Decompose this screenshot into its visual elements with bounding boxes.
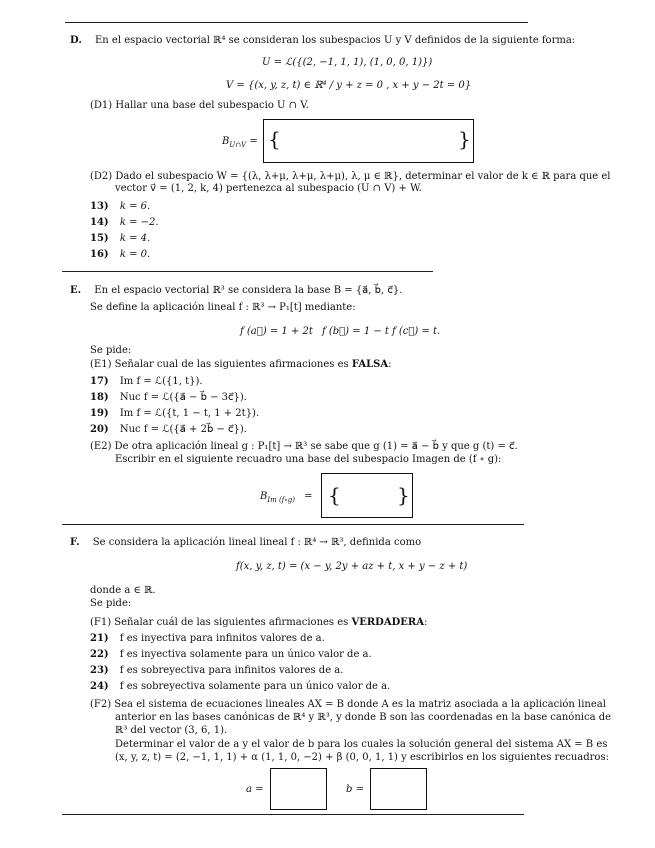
answer-box-d1[interactable] bbox=[263, 119, 474, 163]
option-13[interactable] bbox=[90, 201, 150, 213]
section-d bbox=[70, 35, 575, 47]
question-d2-line2: vector v⃗ = (1, 2, k, 4) pertenezca al subespacio (U ∩ V) + W. bbox=[115, 183, 422, 194]
equation-u: U = ℒ({(2, −1, 1, 1), (1, 0, 0, 1)}) bbox=[262, 57, 433, 68]
question-e1-prefix: (E1) Señalar cual de las siguientes afirmaciones es bbox=[90, 359, 349, 370]
se-pide-e: Se pide: bbox=[90, 345, 132, 356]
basis-symbol: B bbox=[260, 491, 268, 502]
basis-equals: = bbox=[304, 491, 313, 502]
option-text: Nuc f = ℒ({a⃗ + 2b⃗ − c⃗}). bbox=[119, 424, 247, 435]
option-24[interactable] bbox=[90, 681, 390, 693]
option-text: k = −2. bbox=[119, 217, 159, 228]
bottom-rule bbox=[62, 814, 524, 815]
option-number: 18) bbox=[90, 392, 109, 403]
equation-f: f(x, y, z, t) = (x − y, 2y + az + t, x + y − z + t) bbox=[236, 561, 468, 572]
basis-label-e2 bbox=[260, 491, 313, 506]
option-text: f es inyectiva para infinitos valores de a. bbox=[119, 633, 325, 644]
answer-box-a[interactable] bbox=[270, 768, 327, 810]
option-22[interactable] bbox=[90, 649, 372, 661]
option-18[interactable] bbox=[90, 392, 247, 404]
option-23[interactable] bbox=[90, 665, 343, 677]
option-20[interactable] bbox=[90, 424, 247, 436]
option-text: f es inyectiva solamente para un único valor de a. bbox=[119, 649, 372, 660]
section-d-intro: En el espacio vectorial ℝ⁴ se consideran los subespacios U y V definidos de la siguiente forma: bbox=[94, 35, 576, 46]
section-f-intro: Se considera la aplicación lineal lineal f : ℝ⁴ → ℝ³, definida como bbox=[92, 537, 422, 548]
basis-equals: = bbox=[249, 136, 258, 147]
option-number: 17) bbox=[90, 376, 109, 387]
section-e bbox=[70, 285, 402, 297]
a-label: a = bbox=[246, 784, 264, 795]
option-number: 23) bbox=[90, 665, 109, 676]
section-f bbox=[70, 537, 421, 549]
option-text: f es sobreyectiva solamente para un único valor de a. bbox=[119, 681, 391, 692]
question-f1-prefix: (F1) Señalar cuál de las siguientes afirmaciones es bbox=[90, 617, 349, 628]
option-15[interactable] bbox=[90, 233, 150, 245]
question-e1 bbox=[90, 359, 392, 371]
brace-close-d1: } bbox=[458, 127, 471, 151]
question-f2-line1: (F2) Sea el sistema de ecuaciones lineales AX = B donde A es la matriz asociada a la aplicación lineal bbox=[90, 699, 606, 710]
brace-open-e2: { bbox=[328, 483, 341, 507]
option-number: 24) bbox=[90, 681, 109, 692]
top-rule bbox=[65, 22, 528, 23]
se-pide-f: Se pide: bbox=[90, 598, 132, 609]
option-number: 22) bbox=[90, 649, 109, 660]
option-text: Nuc f = ℒ({a⃗ − b⃗ − 3c⃗}). bbox=[119, 392, 247, 403]
question-e2-line1: (E2) De otra aplicación lineal g : P₁[t] → ℝ³ se sabe que g (1) = a⃗ − b⃗ y que g (t) = c⃗. bbox=[90, 441, 518, 452]
option-number: 13) bbox=[90, 201, 109, 212]
basis-subscript: Im (f∘g) bbox=[267, 496, 295, 504]
option-text: f es sobreyectiva para infinitos valores de a. bbox=[119, 665, 344, 676]
option-number: 21) bbox=[90, 633, 109, 644]
question-e2-line2: Escribir en el siguiente recuadro una base del subespacio Imagen de (f ∘ g): bbox=[115, 454, 502, 465]
section-f-label: F. bbox=[70, 537, 80, 548]
basis-subscript: U∩V bbox=[229, 141, 247, 149]
section-e-label: E. bbox=[70, 285, 82, 296]
option-text: Im f = ℒ({1, t}). bbox=[119, 376, 203, 387]
question-f2-line4: Determinar el valor de a y el valor de b para los cuales la solución general del sistema AX = B es bbox=[115, 739, 608, 750]
option-number: 16) bbox=[90, 249, 109, 260]
option-17[interactable] bbox=[90, 376, 203, 388]
question-f1-emphasis: VERDADERA bbox=[351, 617, 424, 628]
option-number: 14) bbox=[90, 217, 109, 228]
option-text: k = 0. bbox=[119, 249, 151, 260]
basis-label-d1 bbox=[222, 136, 258, 151]
option-21[interactable] bbox=[90, 633, 325, 645]
equation-fb: f (b⃗) = 1 − t bbox=[322, 326, 389, 337]
answer-box-b[interactable] bbox=[370, 768, 427, 810]
option-14[interactable] bbox=[90, 217, 159, 229]
brace-close-e2: } bbox=[397, 483, 410, 507]
question-f2-line3: ℝ³ del vector (3, 6, 1). bbox=[115, 725, 228, 736]
question-e1-suffix: : bbox=[388, 359, 392, 370]
option-19[interactable] bbox=[90, 408, 259, 420]
option-text: k = 6. bbox=[119, 201, 151, 212]
section-e-intro: En el espacio vectorial ℝ³ se considera la base B = {a⃗, b⃗, c⃗}. bbox=[94, 285, 403, 296]
equation-fa: f (a⃗) = 1 + 2t bbox=[240, 326, 313, 337]
equation-v: V = {(x, y, z, t) ∈ ℝ⁴ / y + z = 0 , x + y − 2t = 0} bbox=[226, 80, 472, 91]
option-16[interactable] bbox=[90, 249, 150, 261]
b-label: b = bbox=[346, 784, 364, 795]
basis-symbol: B bbox=[222, 136, 230, 147]
option-number: 20) bbox=[90, 424, 109, 435]
equation-fc: f (c⃗) = t. bbox=[392, 326, 441, 337]
question-d1: (D1) Hallar una base del subespacio U ∩ V. bbox=[90, 100, 309, 111]
question-f1 bbox=[90, 617, 427, 629]
divider-e-f bbox=[62, 524, 524, 525]
divider-d-e bbox=[62, 271, 433, 272]
option-number: 15) bbox=[90, 233, 109, 244]
brace-open-d1: { bbox=[268, 127, 281, 151]
section-e-line2: Se define la aplicación lineal f : ℝ³ → P₁[t] mediante: bbox=[90, 302, 356, 313]
option-number: 19) bbox=[90, 408, 109, 419]
option-text: k = 4. bbox=[119, 233, 151, 244]
question-f2-line2: anterior en las bases canónicas de ℝ⁴ y ℝ³, y donde B son las coordenadas en la base canónica de bbox=[115, 712, 612, 723]
question-f1-suffix: : bbox=[423, 617, 428, 628]
question-e1-emphasis: FALSA bbox=[351, 359, 389, 370]
question-d2-line1: (D2) Dado el subespacio W = {(λ, λ+μ, λ+μ, λ+μ), λ, μ ∈ ℝ}, determinar el valor de k ∈ ℝ para que el bbox=[90, 171, 611, 182]
donde-line: donde a ∈ ℝ. bbox=[90, 585, 156, 596]
section-d-label: D. bbox=[70, 35, 82, 46]
question-f2-line5: (x, y, z, t) = (2, −1, 1, 1) + α (1, 1, 0, −2) + β (0, 0, 1, 1) y escribirlos en los siguientes recuadros: bbox=[115, 752, 609, 763]
option-text: Im f = ℒ({t, 1 − t, 1 + 2t}). bbox=[119, 408, 260, 419]
